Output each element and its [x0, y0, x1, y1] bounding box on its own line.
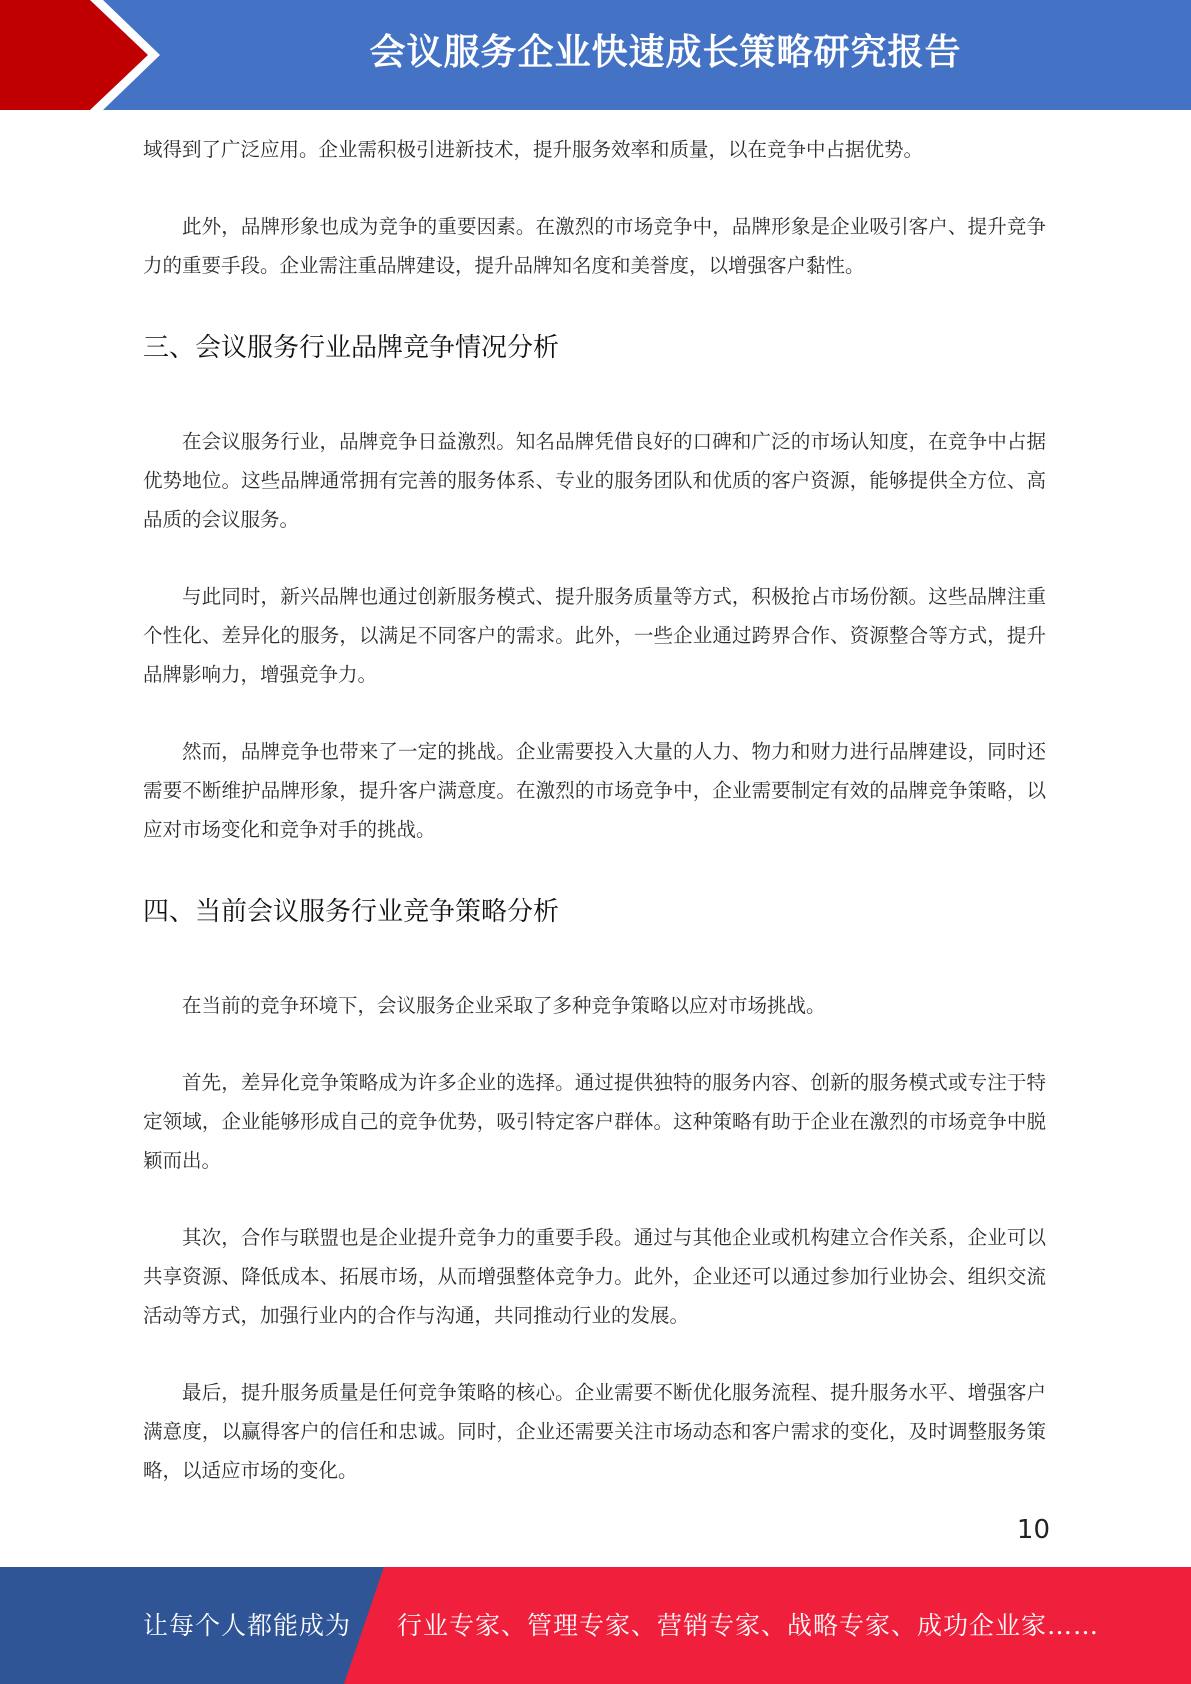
- page-number: 10: [1016, 1515, 1050, 1545]
- paragraph: 域得到了广泛应用。企业需积极引进新技术，提升服务效率和质量，以在竞争中占据优势。: [143, 138, 924, 161]
- section-heading-3: 三、会议服务行业品牌竞争情况分析: [143, 333, 560, 363]
- section-heading-4: 四、当前会议服务行业竞争策略分析: [143, 897, 560, 927]
- page-body: [143, 130, 1046, 1490]
- footer-slogan-right: 行业专家、管理专家、营销专家、战略专家、成功企业家……: [397, 1611, 1100, 1640]
- paragraph: 然而，品牌竞争也带来了一定的挑战。企业需要投入大量的人力、物力和财力进行品牌建设，同时还需要不断维护品牌形象，提升客户满意度。在激烈的市场竞争中，企业需要制定有效的品牌竞争策略，以应对市场变化和竞争对手的挑战。: [143, 740, 1046, 841]
- paragraph: 其次，合作与联盟也是企业提升竞争力的重要手段。通过与其他企业或机构建立合作关系，企业可以共享资源、降低成本、拓展市场，从而增强整体竞争力。此外，企业还可以通过参加行业协会、组织交流活动等方式，加强行业内的合作与沟通，共同推动行业的发展。: [143, 1226, 1046, 1327]
- page-header: [0, 0, 1191, 110]
- page-footer: [0, 1567, 1191, 1684]
- paragraph: 与此同时，新兴品牌也通过创新服务模式、提升服务质量等方式，积极抢占市场份额。这些品牌注重个性化、差异化的服务，以满足不同客户的需求。此外，一些企业通过跨界合作、资源整合等方式，提升品牌影响力，增强竞争力。: [143, 585, 1046, 686]
- footer-slogan-left: 让每个人都能成为: [143, 1611, 352, 1640]
- paragraph: 首先，差异化竞争策略成为许多企业的选择。通过提供独特的服务内容、创新的服务模式或专注于特定领域，企业能够形成自己的竞争优势，吸引特定客户群体。这种策略有助于企业在激烈的市场竞争中脱颖而出。: [143, 1071, 1046, 1172]
- paragraph: 此外，品牌形象也成为竞争的重要因素。在激烈的市场竞争中，品牌形象是企业吸引客户、提升竞争力的重要手段。企业需注重品牌建设，提升品牌知名度和美誉度，以增强客户黏性。: [143, 215, 1046, 277]
- document-title: 会议服务企业快速成长策略研究报告: [369, 32, 962, 73]
- paragraph: 最后，提升服务质量是任何竞争策略的核心。企业需要不断优化服务流程、提升服务水平、增强客户满意度，以赢得客户的信任和忠诚。同时，企业还需要关注市场动态和客户需求的变化，及时调整服务策略，以适应市场的变化。: [143, 1381, 1046, 1482]
- paragraph: 在当前的竞争环境下，会议服务企业采取了多种竞争策略以应对市场挑战。: [182, 994, 826, 1017]
- paragraph: 在会议服务行业，品牌竞争日益激烈。知名品牌凭借良好的口碑和广泛的市场认知度，在竞争中占据优势地位。这些品牌通常拥有完善的服务体系、专业的服务团队和优质的客户资源，能够提供全方位、高品质的会议服务。: [143, 430, 1046, 531]
